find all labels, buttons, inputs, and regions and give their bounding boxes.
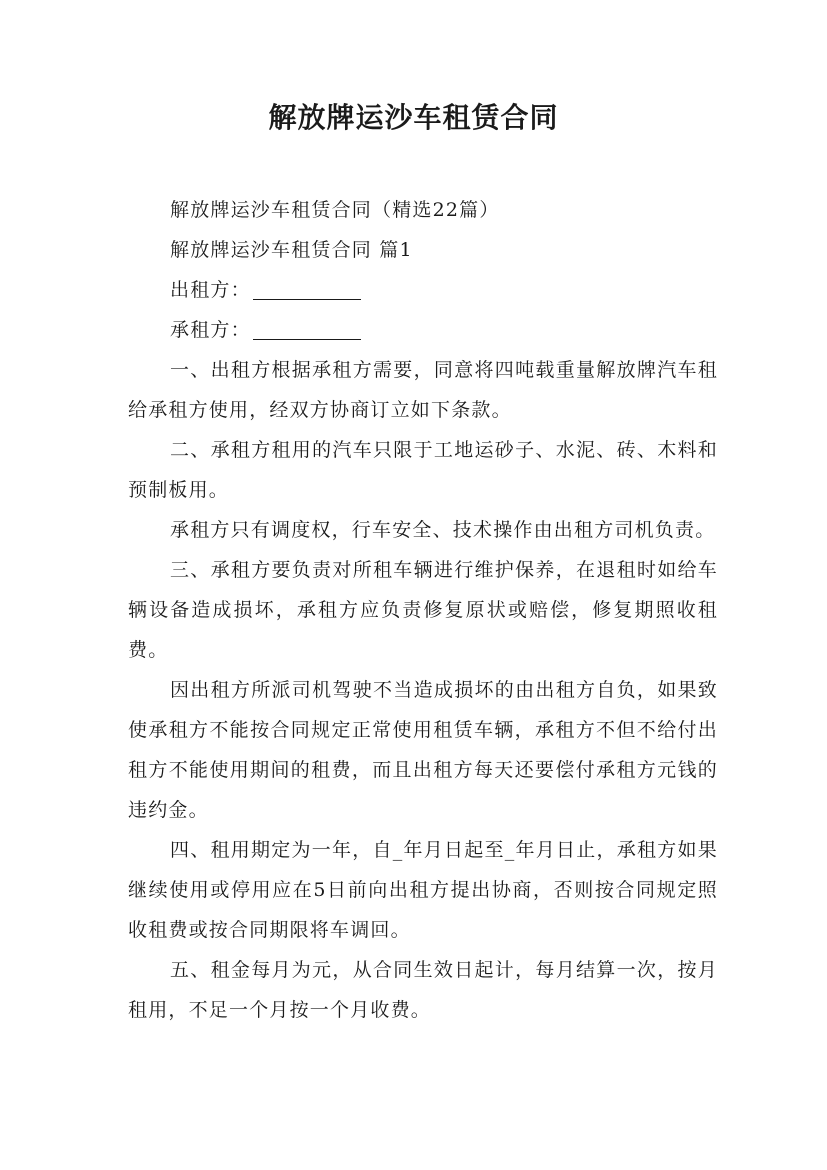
document-title: 解放牌运沙车租赁合同 <box>268 101 559 134</box>
lessor-line <box>128 270 718 310</box>
lessor-label: 出租方： <box>170 279 251 301</box>
clause-paragraph: 五、租金每月为元，从合同生效日起计，每月结算一次，按月租用，不足一个月按一个月收费。 <box>128 959 718 1021</box>
lessee-blank <box>253 315 361 340</box>
clause-paragraph: 二、承租方租用的汽车只限于工地运砂子、水泥、砖、木料和预制板用。 <box>128 439 718 501</box>
lessee-label: 承租方： <box>170 319 251 341</box>
clause-paragraph: 承租方只有调度权，行车安全、技术操作由出租方司机负责。 <box>170 519 716 541</box>
document-body <box>128 190 718 1030</box>
document-subtitle: 解放牌运沙车租赁合同（精选22篇） <box>170 199 500 221</box>
clause-paragraph: 一、出租方根据承租方需要，同意将四吨载重量解放牌汽车租给承租方使用，经双方协商订立如下条款。 <box>128 359 718 421</box>
lessor-blank <box>253 275 361 300</box>
clause-paragraph: 三、承租方要负责对所租车辆进行维护保养，在退租时如给车辆设备造成损坏，承租方应负责修复原状或赔偿，修复期照收租费。 <box>128 559 718 661</box>
lessee-line <box>128 310 718 350</box>
clause-paragraph: 因出租方所派司机驾驶不当造成损坏的由出租方自负，如果致使承租方不能按合同规定正常使用租赁车辆，承租方不但不给付出租方不能使用期间的租费，而且出租方每天还要偿付承租方元钱的违约金。 <box>128 679 718 821</box>
clause-paragraph: 四、租用期定为一年，自_年月日起至_年月日止，承租方如果继续使用或停用应在5日前向出租方提出协商，否则按合同规定照收租费或按合同期限将车调回。 <box>128 839 718 941</box>
section-heading: 解放牌运沙车租赁合同 篇1 <box>170 239 413 261</box>
